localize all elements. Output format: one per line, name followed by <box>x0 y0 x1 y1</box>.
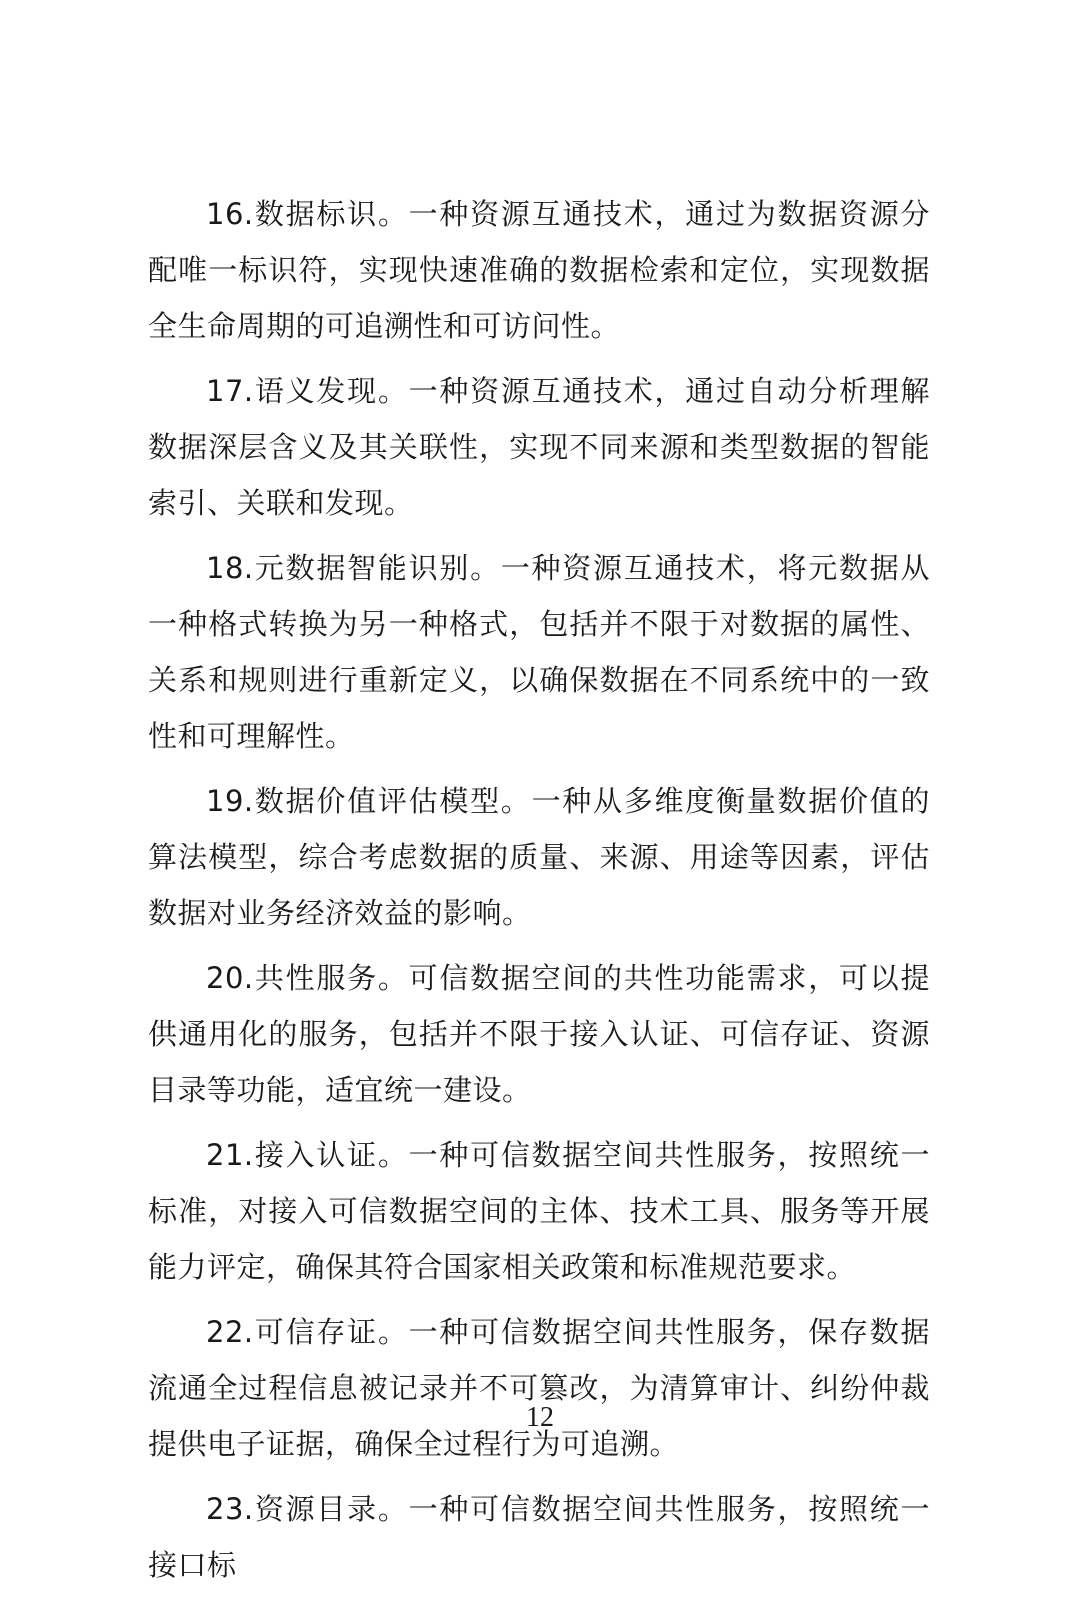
paragraph-16 <box>148 186 930 354</box>
term-definition: 一种资源互通技术，将元数据从一种格式转换为另一种格式，包括并不限于对数据的属性、关系和规则进行重新定义，以确保数据在不同系统中的一致性和可理解性。 <box>148 551 930 753</box>
term-definition: 一种可信数据空间共性服务，按照统一接口标 <box>148 1492 930 1582</box>
term-definition: 可信数据空间的共性功能需求，可以提供通用化的服务，包括并不限于接入认证、可信存证、资源目录等功能，适宜统一建设。 <box>148 961 930 1107</box>
term-definition: 一种资源互通技术，通过为数据资源分配唯一标识符，实现快速准确的数据检索和定位，实现数据全生命周期的可追溯性和可访问性。 <box>148 197 930 343</box>
paragraph-17 <box>148 363 930 531</box>
paragraph-21 <box>148 1127 930 1295</box>
term-heading: 19.数据价值评估模型。 <box>206 784 532 818</box>
term-heading: 16.数据标识。 <box>206 197 409 231</box>
term-heading: 20.共性服务。 <box>206 961 409 995</box>
paragraph-22 <box>148 1304 930 1472</box>
paragraph-19 <box>148 773 930 941</box>
term-definition: 一种资源互通技术，通过自动分析理解数据深层含义及其关联性，实现不同来源和类型数据的智能索引、关联和发现。 <box>148 374 930 520</box>
term-heading: 23.资源目录。 <box>206 1492 409 1526</box>
paragraph-18 <box>148 540 930 764</box>
term-definition: 一种从多维度衡量数据价值的算法模型，综合考虑数据的质量、来源、用途等因素，评估数据对业务经济效益的影响。 <box>148 784 930 930</box>
term-definition: 一种可信数据空间共性服务，保存数据流通全过程信息被记录并不可篡改，为清算审计、纠纷仲裁提供电子证据，确保全过程行为可追溯。 <box>148 1315 930 1461</box>
term-heading: 22.可信存证。 <box>206 1315 409 1349</box>
term-heading: 21.接入认证。 <box>206 1138 409 1172</box>
paragraph-23 <box>148 1481 930 1593</box>
term-heading: 17.语义发现。 <box>206 374 409 408</box>
paragraph-20 <box>148 950 930 1118</box>
page-content <box>148 186 930 1602</box>
page-number: 12 <box>526 1402 554 1433</box>
term-heading: 18.元数据智能识别。 <box>206 551 501 585</box>
term-definition: 一种可信数据空间共性服务，按照统一标准，对接入可信数据空间的主体、技术工具、服务等开展能力评定，确保其符合国家相关政策和标准规范要求。 <box>148 1138 930 1284</box>
